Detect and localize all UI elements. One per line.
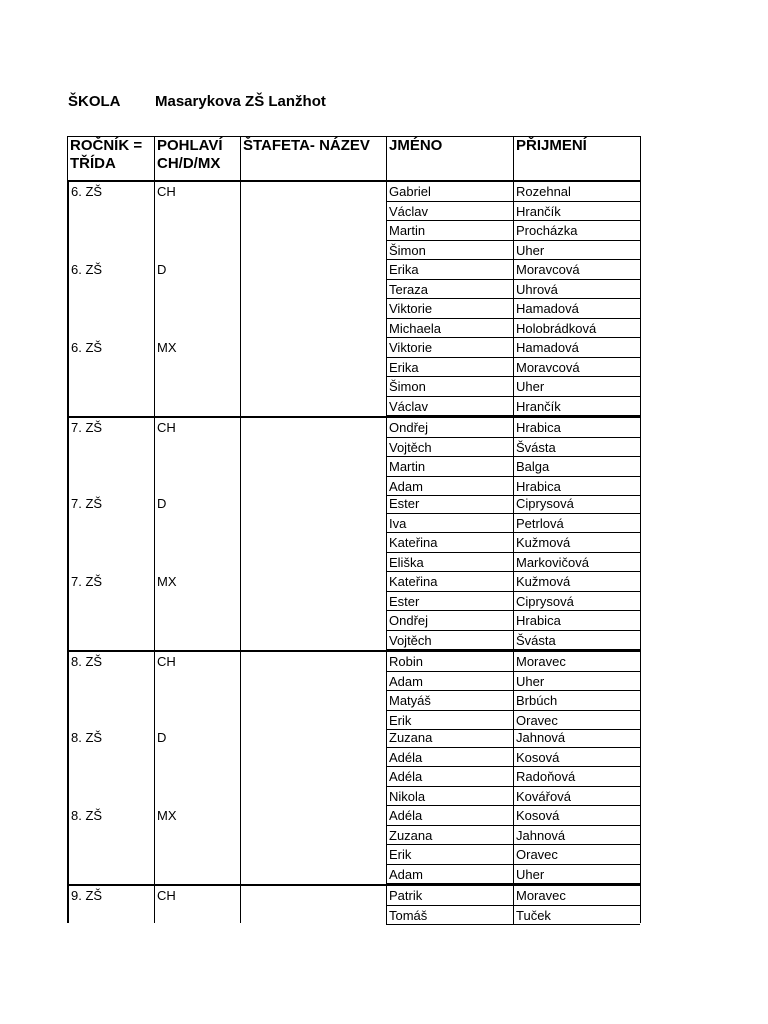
surname-cell: Kovářová <box>513 787 640 806</box>
table-header <box>68 136 640 182</box>
surname-cell: Jahnová <box>513 826 640 845</box>
gender-cell: D <box>154 728 240 806</box>
grade-cell: 8. ZŠ <box>67 652 153 728</box>
gender-cell: D <box>154 260 240 338</box>
surname-cell: Hrančík <box>513 202 640 221</box>
first-name-cell: Matyáš <box>386 691 513 710</box>
relay-name-cell <box>240 418 386 494</box>
first-name-cell: Šimon <box>386 377 513 396</box>
first-name-cell: Vojtěch <box>386 438 513 457</box>
first-name-cell: Zuzana <box>386 728 513 747</box>
first-name-cell: Adéla <box>386 767 513 786</box>
table-row-group <box>68 728 640 806</box>
members-list <box>386 260 640 338</box>
surname-cell: Rozehnal <box>513 182 640 201</box>
table-row-group <box>68 338 640 416</box>
gender-cell: MX <box>154 572 240 650</box>
first-name-cell: Gabriel <box>386 182 513 201</box>
grade-cell: 8. ZŠ <box>67 806 153 884</box>
surname-cell: Hrabica <box>513 611 640 630</box>
table-row-group <box>68 416 640 494</box>
grade-cell: 7. ZŠ <box>67 418 153 494</box>
table-row <box>386 514 640 534</box>
surname-cell: Uher <box>513 241 640 260</box>
first-name-cell: Adéla <box>386 748 513 767</box>
relay-table <box>67 136 641 923</box>
relay-name-cell <box>240 182 386 260</box>
first-name-cell: Erik <box>386 711 513 730</box>
first-name-cell: Zuzana <box>386 826 513 845</box>
first-name-cell: Viktorie <box>386 338 513 357</box>
table-row <box>386 826 640 846</box>
table-row <box>386 691 640 711</box>
grade-cell: 6. ZŠ <box>67 260 153 338</box>
gender-cell: CH <box>154 182 240 260</box>
surname-cell: Hamadová <box>513 338 640 357</box>
surname-cell: Kužmová <box>513 533 640 552</box>
gender-cell: MX <box>154 806 240 884</box>
table-row <box>386 418 640 438</box>
members-list <box>386 806 640 884</box>
table-row <box>386 906 640 926</box>
header-first-name: JMÉNO <box>386 137 513 180</box>
header-grade <box>68 137 154 180</box>
first-name-cell: Václav <box>386 397 513 416</box>
surname-cell: Moravcová <box>513 260 640 279</box>
table-row <box>386 397 640 417</box>
table-row <box>386 221 640 241</box>
table-row <box>386 572 640 592</box>
surname-cell: Jahnová <box>513 728 640 747</box>
grade-cell: 7. ZŠ <box>67 494 153 572</box>
grade-cell: 6. ZŠ <box>67 338 153 416</box>
table-row-group <box>68 806 640 884</box>
relay-name-cell <box>240 260 386 338</box>
relay-name-cell <box>240 886 386 923</box>
surname-cell: Oravec <box>513 711 640 730</box>
members-list <box>386 418 640 494</box>
first-name-cell: Martin <box>386 221 513 240</box>
first-name-cell: Tomáš <box>386 906 513 925</box>
surname-cell: Moravec <box>513 886 640 905</box>
members-list <box>386 652 640 728</box>
first-name-cell: Erika <box>386 358 513 377</box>
first-name-cell: Vojtěch <box>386 631 513 650</box>
surname-cell: Procházka <box>513 221 640 240</box>
first-name-cell: Kateřina <box>386 572 513 591</box>
first-name-cell: Adam <box>386 672 513 691</box>
gender-cell: CH <box>154 652 240 728</box>
table-row <box>386 377 640 397</box>
table-row <box>386 652 640 672</box>
table-row-group <box>68 650 640 728</box>
surname-cell: Moravec <box>513 652 640 671</box>
table-row <box>386 438 640 458</box>
surname-cell: Švásta <box>513 631 640 650</box>
table-row <box>386 631 640 651</box>
surname-cell: Tuček <box>513 906 640 925</box>
first-name-cell: Teraza <box>386 280 513 299</box>
members-list <box>386 182 640 260</box>
table-row <box>386 457 640 477</box>
table-row <box>386 338 640 358</box>
grade-cell: 7. ZŠ <box>67 572 153 650</box>
header-gender-line1: POHLAVÍ <box>157 137 223 154</box>
header-grade-line2: TŘÍDA <box>70 155 116 172</box>
grade-cell: 9. ZŠ <box>67 886 153 923</box>
table-row-group <box>68 494 640 572</box>
relay-name-cell <box>240 728 386 806</box>
first-name-cell: Iva <box>386 514 513 533</box>
surname-cell: Švásta <box>513 438 640 457</box>
table-row <box>386 865 640 885</box>
table-row-group <box>68 572 640 650</box>
first-name-cell: Ondřej <box>386 418 513 437</box>
header-relay: ŠTAFETA- NÁZEV <box>240 137 386 180</box>
surname-cell: Markovičová <box>513 553 640 572</box>
table-row-group <box>68 884 640 923</box>
first-name-cell: Ester <box>386 592 513 611</box>
gender-cell: CH <box>154 886 240 923</box>
surname-cell: Moravcová <box>513 358 640 377</box>
surname-cell: Uher <box>513 672 640 691</box>
table-row <box>386 748 640 768</box>
surname-cell: Hrabica <box>513 418 640 437</box>
table-row <box>386 241 640 261</box>
members-list <box>386 728 640 806</box>
school-name: Masarykova ZŠ Lanžhot <box>155 93 326 110</box>
surname-cell: Ciprysová <box>513 592 640 611</box>
table-row <box>386 319 640 339</box>
first-name-cell: Adam <box>386 865 513 884</box>
first-name-cell: Adam <box>386 477 513 496</box>
surname-cell: Uher <box>513 377 640 396</box>
first-name-cell: Erika <box>386 260 513 279</box>
surname-cell: Kosová <box>513 806 640 825</box>
gender-cell: D <box>154 494 240 572</box>
surname-cell: Radoňová <box>513 767 640 786</box>
members-list <box>386 338 640 416</box>
first-name-cell: Martin <box>386 457 513 476</box>
surname-cell: Brbúch <box>513 691 640 710</box>
table-row <box>386 767 640 787</box>
table-row <box>386 553 640 573</box>
first-name-cell: Ondřej <box>386 611 513 630</box>
first-name-cell: Viktorie <box>386 299 513 318</box>
surname-cell: Oravec <box>513 845 640 864</box>
table-row <box>386 592 640 612</box>
table-row <box>386 280 640 300</box>
first-name-cell: Eliška <box>386 553 513 572</box>
table-row <box>386 787 640 807</box>
first-name-cell: Václav <box>386 202 513 221</box>
surname-cell: Balga <box>513 457 640 476</box>
first-name-cell: Kateřina <box>386 533 513 552</box>
relay-name-cell <box>240 806 386 884</box>
surname-cell: Kužmová <box>513 572 640 591</box>
surname-cell: Petrlová <box>513 514 640 533</box>
first-name-cell: Adéla <box>386 806 513 825</box>
header-gender-line2: CH/D/MX <box>157 155 221 172</box>
surname-cell: Hrabica <box>513 477 640 496</box>
relay-name-cell <box>240 494 386 572</box>
grade-cell: 6. ZŠ <box>67 182 153 260</box>
table-row <box>386 299 640 319</box>
members-list <box>386 572 640 650</box>
table-row-group <box>68 260 640 338</box>
first-name-cell: Ester <box>386 494 513 513</box>
members-list <box>386 494 640 572</box>
first-name-cell: Patrik <box>386 886 513 905</box>
table-row <box>386 358 640 378</box>
surname-cell: Hrančík <box>513 397 640 416</box>
header-gender <box>154 137 240 180</box>
table-row <box>386 494 640 514</box>
first-name-cell: Robin <box>386 652 513 671</box>
table-row <box>386 611 640 631</box>
table-row-group <box>68 182 640 260</box>
relay-name-cell <box>240 572 386 650</box>
table-row <box>386 260 640 280</box>
surname-cell: Hamadová <box>513 299 640 318</box>
gender-cell: MX <box>154 338 240 416</box>
table-row <box>386 672 640 692</box>
first-name-cell: Nikola <box>386 787 513 806</box>
table-row <box>386 533 640 553</box>
relay-name-cell <box>240 338 386 416</box>
header-surname: PŘIJMENÍ <box>513 137 640 180</box>
table-row <box>386 728 640 748</box>
table-row <box>386 886 640 906</box>
first-name-cell: Erik <box>386 845 513 864</box>
table-row <box>386 806 640 826</box>
surname-cell: Kosová <box>513 748 640 767</box>
surname-cell: Holobrádková <box>513 319 640 338</box>
table-body <box>68 182 640 923</box>
header-grade-line1: ROČNÍK = <box>70 137 143 154</box>
relay-name-cell <box>240 652 386 728</box>
surname-cell: Uher <box>513 865 640 884</box>
grade-cell: 8. ZŠ <box>67 728 153 806</box>
surname-cell: Uhrová <box>513 280 640 299</box>
school-label: ŠKOLA <box>68 93 121 110</box>
surname-cell: Ciprysová <box>513 494 640 513</box>
table-row <box>386 202 640 222</box>
table-row <box>386 845 640 865</box>
members-list <box>386 886 640 923</box>
gender-cell: CH <box>154 418 240 494</box>
first-name-cell: Michaela <box>386 319 513 338</box>
first-name-cell: Šimon <box>386 241 513 260</box>
table-row <box>386 182 640 202</box>
